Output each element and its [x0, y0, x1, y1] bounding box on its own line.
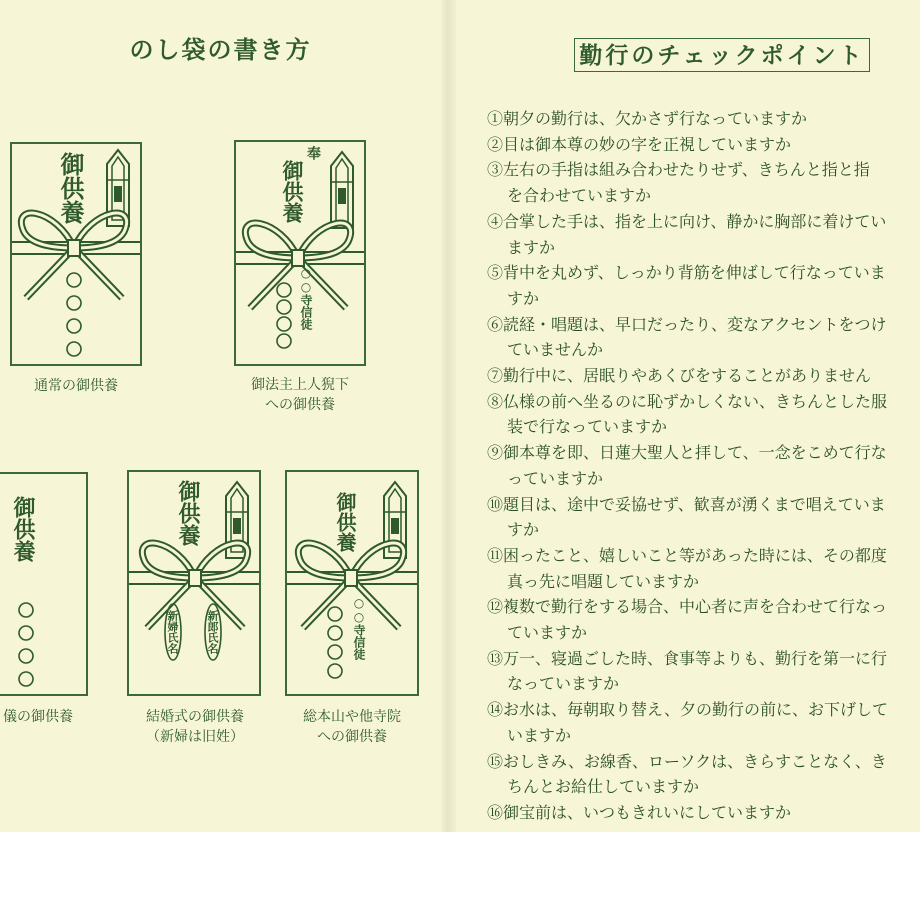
checkpoint-item	[487, 594, 920, 645]
name-placeholder-circle	[277, 334, 291, 348]
name-placeholder-circle	[67, 296, 81, 310]
caption-high-priest: 御法主上人猊下 への御供養	[251, 377, 349, 413]
name-placeholder-circle	[277, 283, 291, 297]
checkpoint-line-continued: 真っ先に唱題していますか	[507, 571, 700, 591]
envelope-heading: 御供養	[280, 160, 305, 223]
checkpoint-item	[487, 106, 920, 132]
name-placeholder-circle	[277, 300, 291, 314]
noshi-envelope-head-temple	[285, 470, 419, 696]
envelope-sender-line: ○○寺信徒	[299, 266, 313, 330]
name-placeholder-circle	[328, 626, 342, 640]
checkpoint-item	[487, 260, 920, 311]
name-placeholder-circle	[67, 319, 81, 333]
checkpoint-line-continued: ていませんか	[507, 340, 604, 360]
checkpoint-item	[487, 697, 920, 748]
name-placeholder-circle	[328, 645, 342, 659]
checkpoint-line-continued: っていますか	[507, 468, 604, 488]
checkpoint-line: ⑥読経・唱題は、早口だったり、変なアクセントをつけ	[487, 314, 887, 334]
checkpoint-line-continued: を合わせていますか	[507, 186, 652, 206]
checkpoint-line: ④合掌した手は、指を上に向け、静かに胸部に着けてい	[487, 211, 887, 231]
right-page-title: 勤行のチェックポイント	[574, 38, 870, 72]
checkpoint-line: ⑨御本尊を即、日蓮大聖人と拝して、一念をこめて行な	[487, 443, 887, 463]
checkpoint-line: ⑪困ったこと、嬉しいこと等があった時には、その都度	[487, 545, 887, 565]
name-placeholder-circle	[19, 603, 33, 617]
checkpoint-item	[487, 646, 920, 697]
checkpoint-line: ②目は御本尊の妙の字を正視していますか	[487, 134, 792, 154]
name-placeholder-circle	[19, 649, 33, 663]
checkpoint-item	[487, 749, 920, 800]
caption-head-temple: 総本山や他寺院 への御供養	[303, 709, 401, 745]
name-placeholder-circle	[328, 607, 342, 621]
checkpoint-line: ⑯御宝前は、いつもきれいにしていますか	[487, 802, 792, 822]
envelope-sender-line: ○○寺信徒	[352, 596, 366, 660]
checkpoint-line-continued: ていますか	[507, 623, 588, 643]
checkpoint-line-continued: なっていますか	[507, 674, 620, 694]
checkpoint-line-continued: ちんとお給仕していますか	[507, 777, 700, 797]
checkpoint-item	[487, 132, 920, 158]
checkpoint-line: ①朝夕の勤行は、欠かさず行なっていますか	[487, 109, 808, 128]
name-placeholder-circle	[67, 342, 81, 356]
checkpoint-line-continued: すか	[507, 288, 540, 308]
envelope-offering-mark: 奉	[305, 146, 321, 160]
checkpoint-item	[487, 800, 920, 826]
name-placeholder-circle	[19, 672, 33, 686]
envelope-groom-name: 新郎氏名	[206, 610, 219, 654]
name-placeholder-circle	[67, 273, 81, 287]
checkpoint-line-continued: すか	[507, 520, 540, 540]
name-placeholder-circle	[19, 626, 33, 640]
noshi-envelope-high-priest	[234, 140, 366, 366]
envelope-heading: 御供養	[10, 496, 36, 562]
checkpoint-line: ③左右の手指は組み合わせたりせず、きちんと指と指	[487, 160, 870, 180]
checkpoint-item	[487, 312, 920, 363]
checkpoint-line: ⑫複数で勤行をする場合、中心者に声を合わせて行なっ	[487, 597, 888, 617]
checkpoint-item	[487, 363, 920, 389]
checkpoint-item	[487, 543, 920, 594]
checkpoint-line: ⑦勤行中に、居眠りやあくびをすることがありません	[487, 366, 872, 386]
checkpoint-item	[487, 209, 920, 260]
checkpoint-line-continued: ますか	[507, 237, 556, 257]
envelope-bride-name: 新婦氏名	[166, 610, 179, 654]
checkpoint-line: ⑬万一、寝過ごした時、食事等よりも、勤行を第一に行	[487, 648, 888, 668]
noshi-envelope-wedding	[127, 470, 261, 696]
checkpoint-item	[487, 389, 920, 440]
envelope-heading: 御供養	[175, 480, 201, 546]
name-placeholder-circle	[328, 664, 342, 678]
checkpoint-line: ⑧仏様の前へ坐るのに恥ずかしくない、きちんとした服	[487, 391, 888, 411]
caption-plain: 儀の御供養	[3, 709, 73, 725]
checkpoint-line: ⑮おしきみ、お線香、ローソクは、きらすことなく、き	[487, 751, 887, 771]
checkpoint-list	[487, 106, 920, 826]
page-gutter	[441, 0, 456, 832]
caption-standard: 通常の御供養	[34, 378, 118, 394]
envelope-heading: 御供養	[56, 152, 85, 224]
checkpoint-line: ⑩題目は、途中で妥協せず、歓喜が湧くまで唱えていま	[487, 494, 886, 514]
noshi-envelope-plain	[0, 472, 88, 696]
checkpoint-item	[487, 157, 920, 208]
caption-wedding: 結婚式の御供養 （新婦は旧姓）	[146, 709, 244, 745]
envelope-heading: 御供養	[333, 492, 357, 552]
checkpoint-line-continued: いますか	[507, 725, 572, 745]
left-page-title: のし袋の書き方	[129, 35, 312, 64]
name-placeholder-circle	[277, 317, 291, 331]
checkpoint-line-continued: 装で行なっていますか	[507, 417, 668, 437]
mizuhiki-bow	[129, 543, 259, 628]
checkpoint-line: ⑤背中を丸めず、しっかり背筋を伸ばして行なっていま	[487, 263, 886, 283]
checkpoint-line: ⑭お水は、毎朝取り替え、夕の勤行の前に、お下げして	[487, 700, 888, 720]
noshi-envelope-standard	[10, 142, 142, 366]
checkpoint-item	[487, 492, 920, 543]
noshi-ornament	[331, 152, 353, 228]
checkpoint-item	[487, 440, 920, 491]
